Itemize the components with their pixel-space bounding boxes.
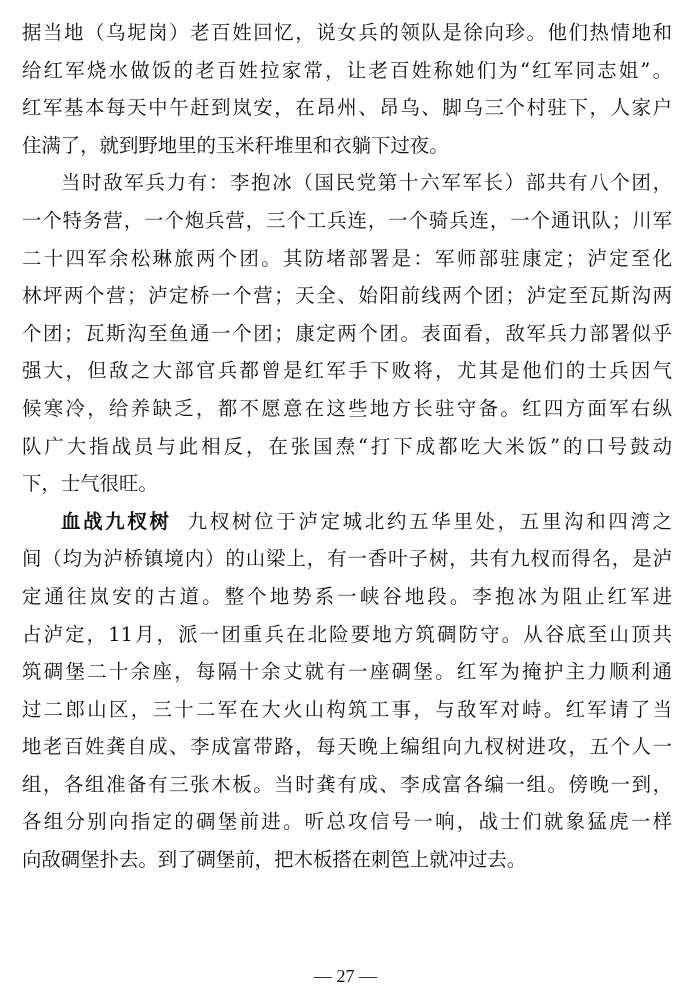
line-text: 队广大指战员与此相反，在张国焘“打下成都吃大米饭”的口号鼓动 [22,434,672,458]
line-text: 强大，但敌之大部官兵都曾是红军手下败将，尤其是他们的士兵因气 [22,359,672,383]
line-text: 间（均为泸桥镇境内）的山梁上，有一香叶子树，共有九杈而得名，是泸 [22,547,672,571]
text-line [22,728,672,766]
text-line [22,803,672,841]
text-line [22,540,672,578]
line-text: 候寒冷，给养缺乏，都不愿意在这些地方长驻守备。红四方面军右纵 [22,396,672,420]
line-text: 组，各组准备有三张木板。当时龚有成、李成富各编一组。傍晚一到， [22,772,672,796]
line-text: 九杈树位于泸定城北约五华里处，五里沟和四湾之 [187,509,672,533]
line-text: 一个特务营，一个炮兵营，三个工兵连，一个骑兵连，一个通讯队；川军 [22,208,672,232]
body-text [22,14,672,879]
text-line [22,52,672,90]
text-line [22,202,672,240]
text-line [22,89,672,127]
line-text: 向敌碉堡扑去。到了碉堡前，把木板搭在刺笆上就冲过去。 [22,848,527,872]
line-text: 当时敌军兵力有：李抱冰（国民党第十六军军长）部共有八个团， [61,171,672,195]
line-text: 地老百姓龚自成、李成富带路，每天晚上编组向九杈树进攻，五个人一 [22,735,672,759]
text-line [22,465,672,503]
line-text: 给红军烧水做饭的老百姓拉家常，让老百姓称她们为“红军同志姐”。 [22,58,672,82]
line-text: 过二郎山区，三十二军在大火山构筑工事，与敌军对峙。红军请了当 [22,697,672,721]
text-line [22,164,672,202]
line-text: 各组分别向指定的碉堡前进。听总攻信号一响，战士们就象猛虎一样 [22,810,672,834]
line-text: 个团；瓦斯沟至鱼通一个团；康定两个团。表面看，敌军兵力部署似乎 [22,321,672,345]
line-text: 林坪两个营；泸定桥一个营；天全、始阳前线两个团；泸定至瓦斯沟两 [22,284,672,308]
text-line [22,315,672,353]
text-line [22,240,672,278]
text-line [22,352,672,390]
line-text: 占泸定，11月，派一团重兵在北险要地方筑碉防守。从谷底至山顶共 [22,622,672,646]
text-line [22,578,672,616]
page-number: — 27 — [314,966,377,986]
text-line [22,503,672,541]
line-text: 二十四军余松琳旅两个团。其防堵部署是：军师部驻康定；泸定至化 [22,246,672,270]
line-text: 筑碉堡二十余座，每隔十余丈就有一座碉堡。红军为掩护主力顺利通 [22,660,672,684]
text-line [22,766,672,804]
text-line [22,841,672,879]
text-line [22,127,672,165]
text-line [22,14,672,52]
text-line [22,691,672,729]
text-line [22,428,672,466]
line-text: 住满了，就到野地里的玉米秆堆里和衣躺下过夜。 [22,133,449,157]
text-line [22,390,672,428]
text-line [22,616,672,654]
line-text: 据当地（乌坭岗）老百姓回忆，说女兵的领队是徐向珍。他们热情地和 [22,21,672,44]
line-text: 红军基本每天中午赶到岚安，在昂州、昂乌、脚乌三个村驻下，人家户 [22,96,672,120]
text-line [22,277,672,315]
text-line [22,653,672,691]
line-text: 下，士气很旺。 [22,472,158,496]
line-text: 定通往岚安的古道。整个地势系一峡谷地段。李抱冰为阻止红军进 [22,584,672,608]
section-heading: 血战九杈树 [61,509,172,533]
document-page [22,14,672,879]
